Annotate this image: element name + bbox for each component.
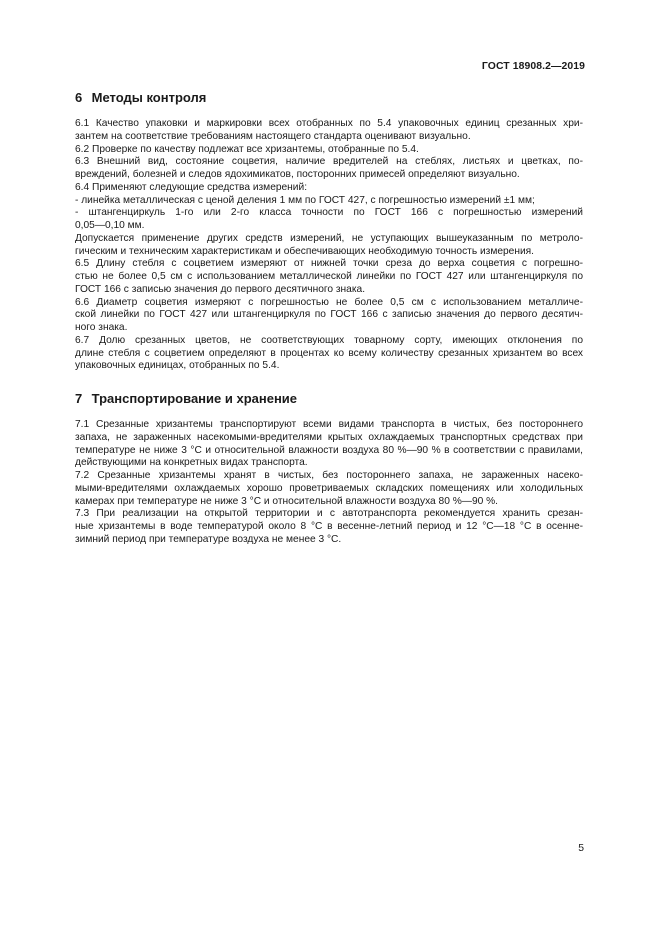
text-line: 0,05—0,10 мм. bbox=[75, 220, 145, 231]
text-line: упаковочных единицах, отобранных по 5.4. bbox=[75, 360, 280, 372]
text-line: ные хризантемы в воде температурой около 8 °С в весенне-летний период и 12 °С—18 °С в осенне- bbox=[75, 521, 583, 532]
text-line: - штангенциркуль 1-го или 2-го класса точности по ГОСТ 166 с погрешностью измерений bbox=[75, 207, 583, 219]
text-line: 7.1 Срезанные хризантемы транспортируют всеми видами транспорта в чистых, без постороннего bbox=[75, 419, 583, 430]
text-line: 7.3 При реализации на открытой территории и с автотранспорта рекомендуется хранить срезан- bbox=[75, 508, 583, 520]
text-line: ного знака. bbox=[75, 322, 128, 333]
text-line: температуре не ниже 3 °С и относительной влажности воздуха 80 %—90 % в соответствии с правилами, bbox=[75, 444, 583, 456]
text-line: 6.4 Применяют следующие средства измерений: bbox=[75, 181, 308, 193]
text-line: ской линейки по ГОСТ 427 или штангенциркуля по ГОСТ 166 с записью значения до первого десятич- bbox=[75, 309, 583, 321]
text-line: 6.3 Внешний вид, состояние соцветия, наличие вредителей на стеблях, листьях и цветках, по- bbox=[75, 156, 583, 168]
text-line: гическим и техническим характеристикам и обеспечивающих необходимую точность измерения. bbox=[75, 245, 535, 257]
text-line: стью не более 0,5 см с использованием металлической линейки по ГОСТ 427 или штангенциркуля по bbox=[75, 271, 583, 282]
text-line: Допускается применение других средств измерений, не уступающих вышеуказанным по метроло- bbox=[75, 232, 583, 244]
text-line: вреждений, болезней и следов ядохимикатов, посторонних примесей определяют визуально. bbox=[75, 169, 520, 180]
section-title: Методы контроля bbox=[91, 90, 207, 105]
section-6-body bbox=[75, 118, 583, 373]
text-line: камерах при температуре не ниже 3 °С и относительной влажности воздуха 80 %—90 %. bbox=[75, 495, 499, 507]
text-line: ГОСТ 166 с записью значения до первого десятичного знака. bbox=[75, 283, 366, 295]
text-line: длине стебля с соцветием определяют в процентах ко всему количеству срезанных хризантем во всех bbox=[75, 347, 583, 359]
text-line: 7.2 Срезанные хризантемы хранят в чистых, без постороннего запаха, не зараженных насеко- bbox=[75, 470, 583, 481]
text-line: 6.5 Длину стебля с соцветием измеряют от нижней точки среза до верха соцветия с погрешно- bbox=[75, 258, 583, 270]
page-content bbox=[75, 90, 583, 547]
text-line: 6.1 Качество упаковки и маркировки всех отобранных по 5.4 упаковочных единиц срезанных хри- bbox=[75, 118, 583, 129]
text-line: зимний период при температуре воздуха не менее 3 °С. bbox=[75, 533, 342, 545]
section-title: Транспортирование и хранение bbox=[91, 391, 298, 406]
text-line: - линейка металлическая с ценой деления 1 мм по ГОСТ 427, с погрешностью измерений ±1 мм; bbox=[75, 194, 535, 206]
section-7-heading bbox=[75, 391, 583, 407]
section-7-body bbox=[75, 419, 583, 547]
section-6-heading bbox=[75, 90, 583, 106]
text-line: действующими на конкретных видах транспорта. bbox=[75, 457, 308, 469]
text-line: 6.7 Долю срезанных цветов, не соответствующих товарному сорту, имеющих отклонения по bbox=[75, 334, 583, 346]
text-line: 6.2 Проверке по качеству подлежат все хризантемы, отобранные по 5.4. bbox=[75, 143, 419, 155]
text-line: мыми-вредителями охлаждаемых хорошо проветриваемых складских помещениях или холодильных bbox=[75, 482, 583, 494]
text-line: 6.6 Диаметр соцветия измеряют с погрешностью не более 0,5 см с использованием металличе- bbox=[75, 296, 583, 308]
text-line: запаха, не зараженных насекомыми-вредителями крытых охлаждаемых транспортных средствах при bbox=[75, 431, 583, 443]
page-number: 5 bbox=[578, 843, 584, 854]
document-code: ГОСТ 18908.2—2019 bbox=[481, 61, 585, 72]
section-number: 7 bbox=[75, 391, 83, 406]
text-line: зантем на соответствие требованиям настоящего стандарта оценивают визуально. bbox=[75, 130, 471, 142]
section-number: 6 bbox=[75, 90, 83, 105]
